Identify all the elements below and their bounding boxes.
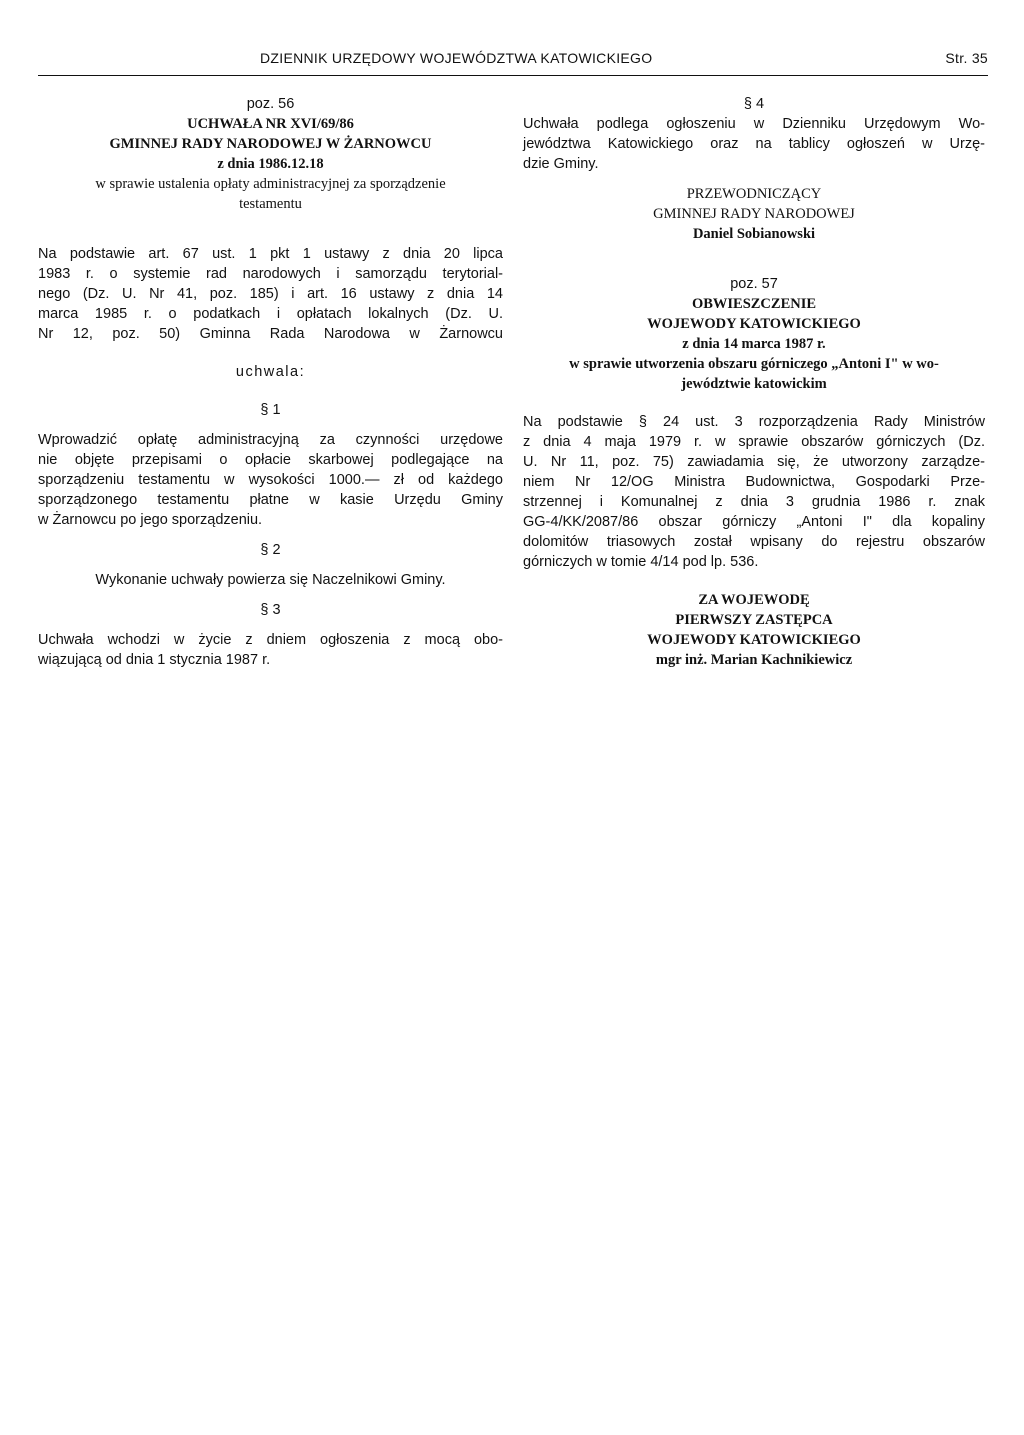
position-number: poz. 56 bbox=[246, 96, 295, 112]
council-name: GMINNEJ RADY NARODOWEJ W ŻARNOWCU bbox=[109, 136, 432, 152]
text-line: strzennej i Komunalnej z dnia 3 grudnia 1986 r. znak bbox=[523, 494, 985, 510]
page-number: Str. 35 bbox=[945, 50, 988, 66]
text-line: z dnia 4 maja 1979 r. w sprawie obszarów górniczych (Dz. bbox=[523, 434, 985, 450]
text-line: górniczych w tomie 4/14 pod lp. 536. bbox=[523, 554, 759, 570]
section-3-heading: § 3 bbox=[260, 602, 281, 618]
resolves-heading: uchwala: bbox=[235, 364, 306, 380]
section-4-heading: § 4 bbox=[743, 96, 765, 112]
resolution-title: UCHWAŁA NR XVI/69/86 bbox=[187, 116, 354, 132]
signatory-name: mgr inż. Marian Kachnikiewicz bbox=[655, 652, 853, 668]
text-line: Uchwała wchodzi w życie z dniem ogłoszenia z mocą obo- bbox=[38, 632, 503, 648]
legal-basis bbox=[38, 244, 503, 344]
chairman-name: Daniel Sobianowski bbox=[692, 226, 816, 242]
text-line: 1983 r. o systemie rad narodowych i samorządu terytorial- bbox=[38, 266, 503, 282]
text-line: wiązującą od dnia 1 stycznia 1987 r. bbox=[38, 652, 271, 668]
signature-title: ZA WOJEWODĘ bbox=[698, 592, 810, 608]
text-line: w Żarnowcu po jego sporządzeniu. bbox=[38, 512, 263, 528]
text-line: GG-4/KK/2087/86 obszar górniczy „Antoni I" dla kopaliny bbox=[523, 514, 985, 530]
text-line: Na podstawie § 24 ust. 3 rozporządzenia Rady Ministrów bbox=[523, 414, 985, 430]
notice-body bbox=[523, 412, 985, 572]
resolution-date: z dnia 1986.12.18 bbox=[217, 156, 324, 172]
text-line: sporządzonego testamentu płatne w kasie Urzędu Gminy bbox=[38, 492, 503, 508]
text-line: jewództwa Katowickiego oraz na tablicy ogłoszeń w Urzę- bbox=[523, 136, 985, 152]
signature-authority: WOJEWODY KATOWICKIEGO bbox=[647, 632, 861, 648]
notice-subject: w sprawie utworzenia obszaru górniczego „Antoni I" w wo- jewództwie katowickim bbox=[569, 356, 939, 392]
right-column bbox=[523, 94, 985, 670]
text-line: niem Nr 12/OG Ministra Budownictwa, Gospodarki Prze- bbox=[523, 474, 985, 490]
chairman-council: GMINNEJ RADY NARODOWEJ bbox=[653, 206, 855, 222]
text-line: Nr 12, poz. 50) Gminna Rada Narodowa w Żarnowcu bbox=[38, 326, 503, 342]
section-1-text bbox=[38, 430, 503, 530]
section-2-text: Wykonanie uchwały powierza się Naczelnikowi Gminy. bbox=[95, 572, 446, 588]
notice-title: OBWIESZCZENIE bbox=[691, 296, 817, 312]
text-line: Na podstawie art. 67 ust. 1 pkt 1 ustawy z dnia 20 lipca bbox=[38, 246, 503, 262]
left-column bbox=[38, 94, 503, 670]
text-line: dolomitów triasowych został wpisany do rejestru obszarów bbox=[523, 534, 985, 550]
section-2-heading: § 2 bbox=[260, 542, 281, 558]
resolution-subject: w sprawie ustalenia opłaty administracyjnej za sporządzenie testamentu bbox=[95, 176, 446, 212]
header-rule bbox=[38, 75, 988, 76]
chairman-title: PRZEWODNICZĄCY bbox=[686, 186, 822, 202]
journal-title: DZIENNIK URZĘDOWY WOJEWÓDZTWA KATOWICKIEGO bbox=[260, 50, 653, 66]
text-line: nie objęte przepisami o opłacie skarbowej podlegające na bbox=[38, 452, 503, 468]
notice-date: z dnia 14 marca 1987 r. bbox=[682, 336, 826, 352]
text-line: Uchwała podlega ogłoszeniu w Dzienniku Urzędowym Wo- bbox=[523, 116, 985, 132]
text-line: sporządzeniu testamentu w wysokości 1000.— zł od każdego bbox=[38, 472, 503, 488]
position-number: poz. 57 bbox=[730, 276, 778, 292]
notice-authority: WOJEWODY KATOWICKIEGO bbox=[647, 316, 861, 332]
text-line: dzie Gminy. bbox=[523, 156, 599, 172]
text-line: Wprowadzić opłatę administracyjną za czynności urzędowe bbox=[38, 432, 503, 448]
signature-role: PIERWSZY ZASTĘPCA bbox=[675, 612, 833, 628]
section-4-text bbox=[523, 114, 985, 174]
section-1-heading: § 1 bbox=[260, 402, 281, 418]
text-line: nego (Dz. U. Nr 41, poz. 185) i art. 16 ustawy z dnia 14 bbox=[38, 286, 503, 302]
text-line: marca 1985 r. o podatkach i opłatach lokalnych (Dz. U. bbox=[38, 306, 503, 322]
section-3-text bbox=[38, 630, 503, 670]
text-line: U. Nr 11, poz. 75) zawiadamia się, że utworzony zarządze- bbox=[523, 454, 985, 470]
